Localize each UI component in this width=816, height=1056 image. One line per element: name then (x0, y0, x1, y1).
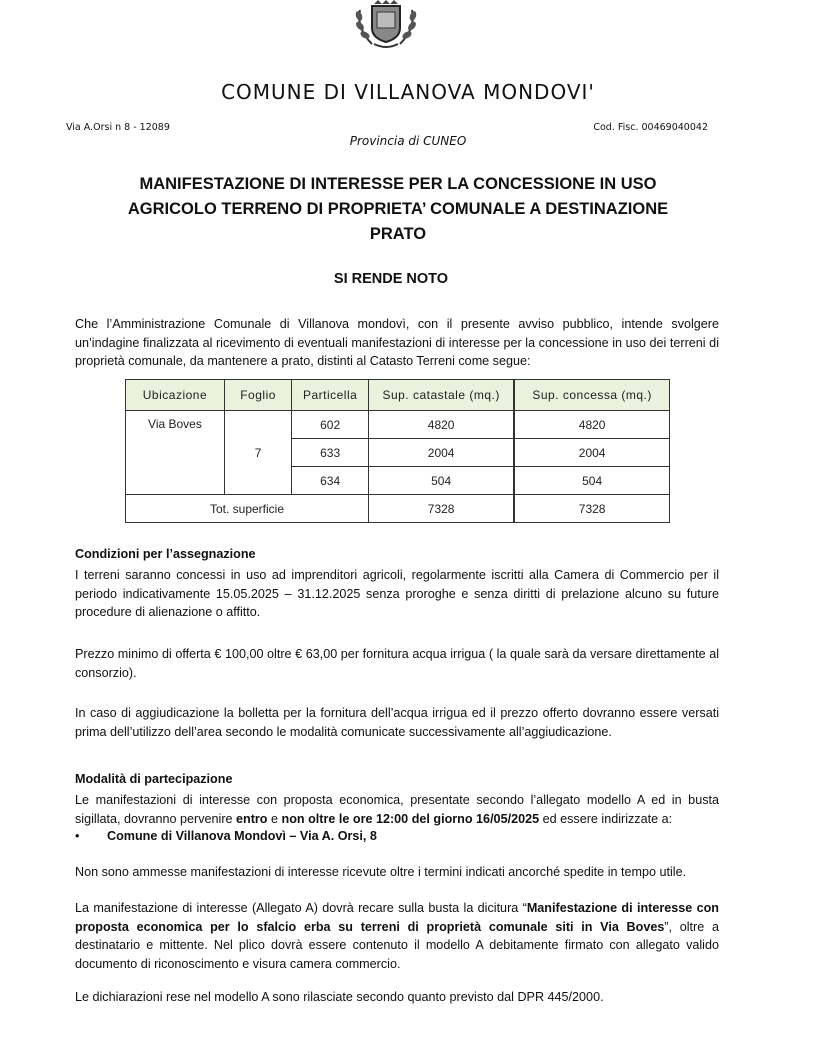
text-run: Le manifestazioni di interesse con proposta economica, presentate secondo l’allegato modello A ed in busta sigillata, dovranno pervenire (75, 793, 719, 826)
sup-catastale-cell: 4820 (369, 411, 515, 439)
province-label: Provincia di CUNEO (349, 134, 467, 148)
conditions-paragraph-1: I terreni saranno concessi in uso ad imprenditori agricoli, regolarmente iscritti alla Camera di Commercio per il periodo indicativamente 15.05.2025 – 31.12.2025 senza proroghe e senza diritti di prelazione alcuno su future procedure di alienazione o affitto. (75, 568, 719, 619)
total-label: Tot. superficie (126, 495, 369, 523)
column-header: Particella (292, 380, 369, 411)
foglio-cell: 7 (224, 411, 291, 495)
bullet-icon: • (75, 829, 80, 843)
particella-cell: 602 (292, 411, 369, 439)
table-total-row (126, 495, 670, 523)
price-paragraph: Prezzo minimo di offerta € 100,00 oltre € 63,00 per fornitura acqua irrigua ( la quale sarà da versare direttamente al consorzio). (75, 647, 719, 680)
sup-catastale-cell: 2004 (369, 439, 515, 467)
total-sup-concessa: 7328 (514, 495, 669, 523)
table-row (126, 411, 670, 439)
fiscal-code: Cod. Fisc. 00469040042 (593, 122, 708, 133)
deadline-bold-1: entro (236, 811, 268, 826)
total-sup-catastale: 7328 (369, 495, 515, 523)
text-run: ed essere indirizzate a: (539, 811, 673, 826)
column-header: Sup. concessa (mq.) (514, 380, 669, 411)
document-subtitle: SI RENDE NOTO (333, 271, 449, 287)
sup-concessa-cell: 2004 (514, 439, 669, 467)
address-bullet-text: Comune di Villanova Mondovì – Via A. Orsi, 8 (107, 829, 377, 843)
ubicazione-cell: Via Boves (126, 411, 225, 495)
town-title: COMUNE DI VILLANOVA MONDOVI' (221, 80, 595, 104)
text-run: ”, oltre a destinatario e mittente. Nel plico dovrà essere contenuto il modello A debitamente firmato con allegato valido documento di riconoscimento e visura camera commercio. (75, 919, 719, 971)
sup-concessa-cell: 4820 (514, 411, 669, 439)
intro-paragraph: Che l’Amministrazione Comunale di Villanova mondovì, con il presente avviso pubblico, intende svolgere un’indagine finalizzata al ricevimento di eventuali manifestazioni di interesse per la concessione in uso dei terreni di proprietà comunale, da mantenere a prato, distinti al Catasto Terreni come segue: (75, 317, 719, 368)
envelope-label-bold: Manifestazione di interesse con proposta economica per lo sfalcio erba su terreni di proprietà comunale siti in Via Boves (75, 901, 719, 934)
town-address: Via A.Orsi n 8 - 12089 (66, 122, 170, 133)
column-header: Ubicazione (126, 380, 225, 411)
column-header: Foglio (224, 380, 291, 411)
column-header: Sup. catastale (mq.) (369, 380, 515, 411)
document-title: MANIFESTAZIONE DI INTERESSE PER LA CONCESSIONE IN USO AGRICOLO TERRENO DI PROPRIETA’ COMUNALE A DESTINAZIONE PRATO (127, 175, 669, 243)
payment-paragraph: In caso di aggiudicazione la bolletta per la fornitura dell’acqua irrigua ed il prezzo offerto dovranno essere versati prima dell’utilizzo dell’area secondo le modalità comunicate successivamente all’aggiudicazione. (75, 706, 719, 739)
declarations-paragraph: Le dichiarazioni rese nel modello A sono rilasciate secondo quanto previsto dal DPR 445/2000. (75, 990, 604, 1004)
conditions-heading: Condizioni per l’assegnazione (75, 547, 256, 561)
particella-cell: 634 (292, 467, 369, 495)
address-bullet-item (75, 829, 377, 843)
coat-of-arms-icon (350, 0, 422, 50)
envelope-paragraph (75, 899, 719, 973)
participation-paragraph-1 (75, 791, 719, 828)
table-header-row (126, 380, 670, 411)
participation-heading: Modalità di partecipazione (75, 772, 233, 786)
sup-concessa-cell: 504 (514, 467, 669, 495)
text-run: La manifestazione di interesse (Allegato A) dovrà recare sulla busta la dicitura “ (75, 901, 527, 915)
deadline-bold-2: non oltre le ore 12:00 del giorno 16/05/2025 (281, 811, 540, 826)
particella-cell: 633 (292, 439, 369, 467)
land-parcels-table (125, 379, 670, 523)
sup-catastale-cell: 504 (369, 467, 515, 495)
text-run: e (267, 811, 282, 826)
late-submissions-paragraph: Non sono ammesse manifestazioni di interesse ricevute oltre i termini indicati ancorché spedite in tempo utile. (75, 865, 687, 879)
